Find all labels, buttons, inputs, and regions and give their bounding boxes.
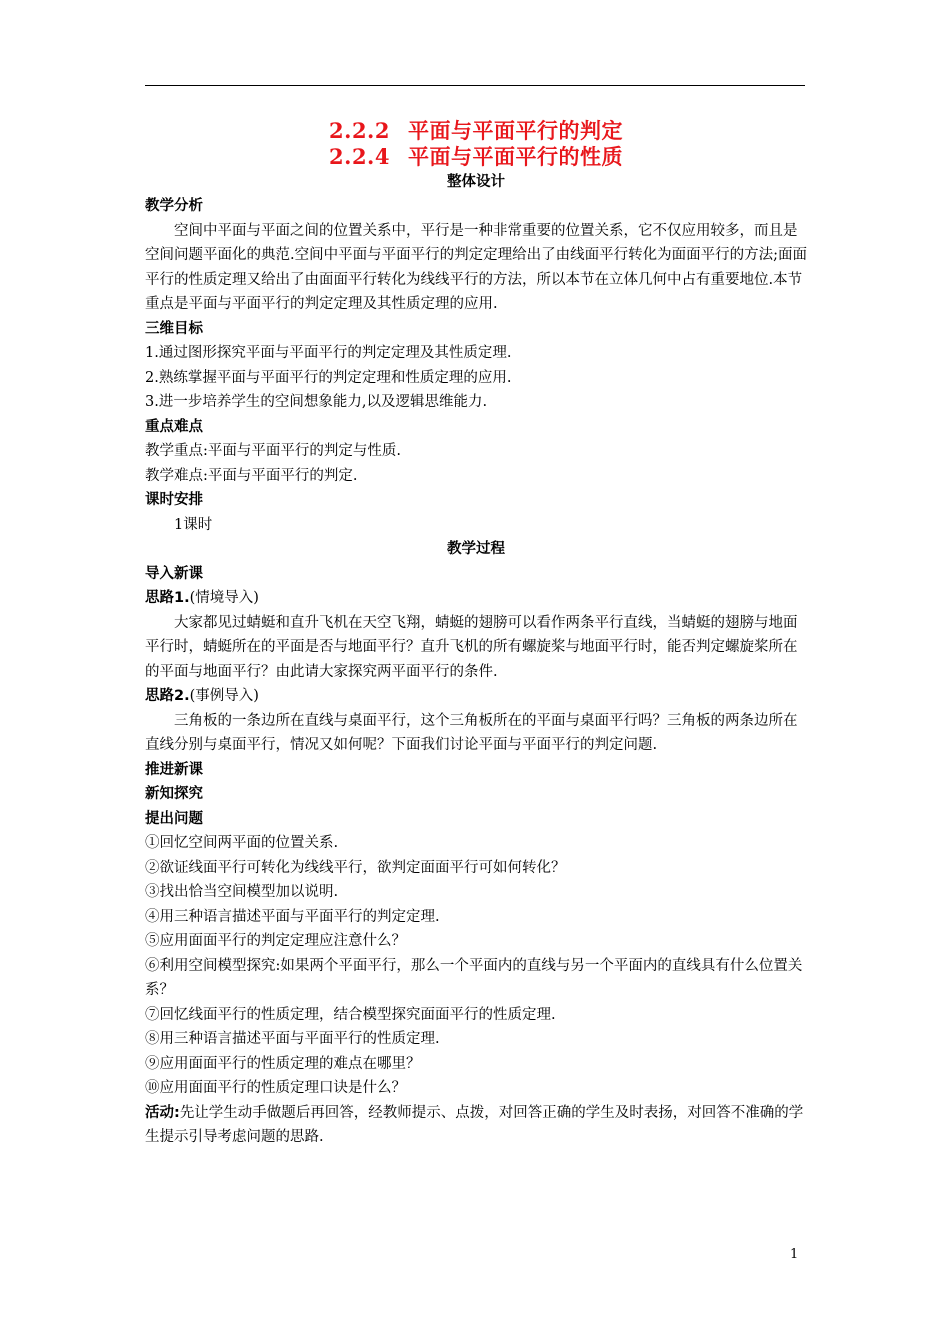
question-item: ⑩应用面面平行的性质定理口诀是什么？ <box>145 1080 406 1096</box>
document-content <box>145 118 807 1150</box>
question-item: ⑥利用空间模型探究:如果两个平面平行，那么一个平面内的直线与另一个平面内的直线具有什么位置关系？ <box>145 957 803 998</box>
goal-item: 2.熟练掌握平面与平面平行的判定定理和性质定理的应用. <box>145 369 512 386</box>
goal-item: 1.通过图形探究平面与平面平行的判定定理及其性质定理. <box>145 345 512 361</box>
idea-1-tag: (情境导入) <box>189 590 259 606</box>
process-heading: 教学过程 <box>447 541 505 557</box>
header-rule <box>145 85 805 86</box>
section-number: 2.2.4 <box>329 144 390 169</box>
idea-1-label: 思路1. <box>145 590 190 606</box>
activity-label: 活动: <box>145 1104 180 1121</box>
title-line-1 <box>145 118 807 144</box>
key-points-heading: 重点难点 <box>145 418 203 435</box>
key-point-item: 教学难点:平面与平面平行的判定. <box>145 467 358 484</box>
section-title: 平面与平面平行的性质 <box>407 144 623 169</box>
title-line-2 <box>145 144 807 170</box>
idea-1-line <box>145 586 807 611</box>
section-number: 2.2.2 <box>329 118 390 143</box>
analysis-heading: 教学分析 <box>145 198 203 214</box>
intro-heading: 导入新课 <box>145 565 203 582</box>
questions-heading: 提出问题 <box>145 810 203 827</box>
question-item: ③找出恰当空间模型加以说明. <box>145 884 339 900</box>
idea-1-paragraph: 大家都见过蜻蜓和直升飞机在天空飞翔，蜻蜓的翅膀可以看作两条平行直线，当蜻蜓的翅膀与地面平行时，蜻蜓所在的平面是否与地面平行？直升飞机的所有螺旋桨与地面平行时，能否判定螺旋桨所在的平面与地面平行？由此请大家探究两平面平行的条件. <box>145 614 798 680</box>
question-item: ⑦回忆线面平行的性质定理，结合模型探究面面平行的性质定理. <box>145 1006 556 1023</box>
activity-text: 先让学生动手做题后再回答，经教师提示、点拨，对回答正确的学生及时表扬，对回答不准确的学生提示引导考虑问题的思路. <box>145 1104 804 1145</box>
goal-item: 3.进一步培养学生的空间想象能力,以及逻辑思维能力. <box>145 394 488 410</box>
explore-heading: 新知探究 <box>145 786 203 802</box>
question-item: ④用三种语言描述平面与平面平行的判定定理. <box>145 908 440 925</box>
question-item: ⑧用三种语言描述平面与平面平行的性质定理. <box>145 1031 440 1047</box>
question-item: ②欲证线面平行可转化为线线平行，欲判定面面平行可如何转化？ <box>145 859 566 876</box>
schedule-heading: 课时安排 <box>145 492 203 508</box>
overall-design-heading: 整体设计 <box>447 174 505 190</box>
question-item: ⑤应用面面平行的判定定理应注意什么？ <box>145 933 406 949</box>
page-number: 1 <box>790 1247 799 1262</box>
section-title: 平面与平面平行的判定 <box>407 118 623 143</box>
advance-heading: 推进新课 <box>145 761 203 778</box>
goals-heading: 三维目标 <box>145 320 203 337</box>
idea-2-tag: (事例导入) <box>189 688 259 704</box>
idea-2-label: 思路2. <box>145 688 190 704</box>
schedule-text: 1课时 <box>174 516 213 533</box>
question-item: ①回忆空间两平面的位置关系. <box>145 835 339 851</box>
key-point-item: 教学重点:平面与平面平行的判定与性质. <box>145 443 401 459</box>
idea-2-line <box>145 684 807 709</box>
question-item: ⑨应用面面平行的性质定理的难点在哪里？ <box>145 1055 421 1072</box>
analysis-paragraph: 空间中平面与平面之间的位置关系中，平行是一种非常重要的位置关系，它不仅应用较多，而且是空间问题平面化的典范.空间中平面与平面平行的判定定理给出了由线面平行转化为面面平行的方法;面面平行的性质定理又给出了由面面平行转化为线线平行的方法，所以本节在立体几何中占有重要地位.本节重点是平面与平面平行的判定定理及其性质定理的应用. <box>145 222 807 312</box>
activity-paragraph <box>145 1101 807 1150</box>
idea-2-paragraph: 三角板的一条边所在直线与桌面平行，这个三角板所在的平面与桌面平行吗？三角板的两条边所在直线分别与桌面平行，情况又如何呢？下面我们讨论平面与平面平行的判定问题. <box>145 712 798 753</box>
